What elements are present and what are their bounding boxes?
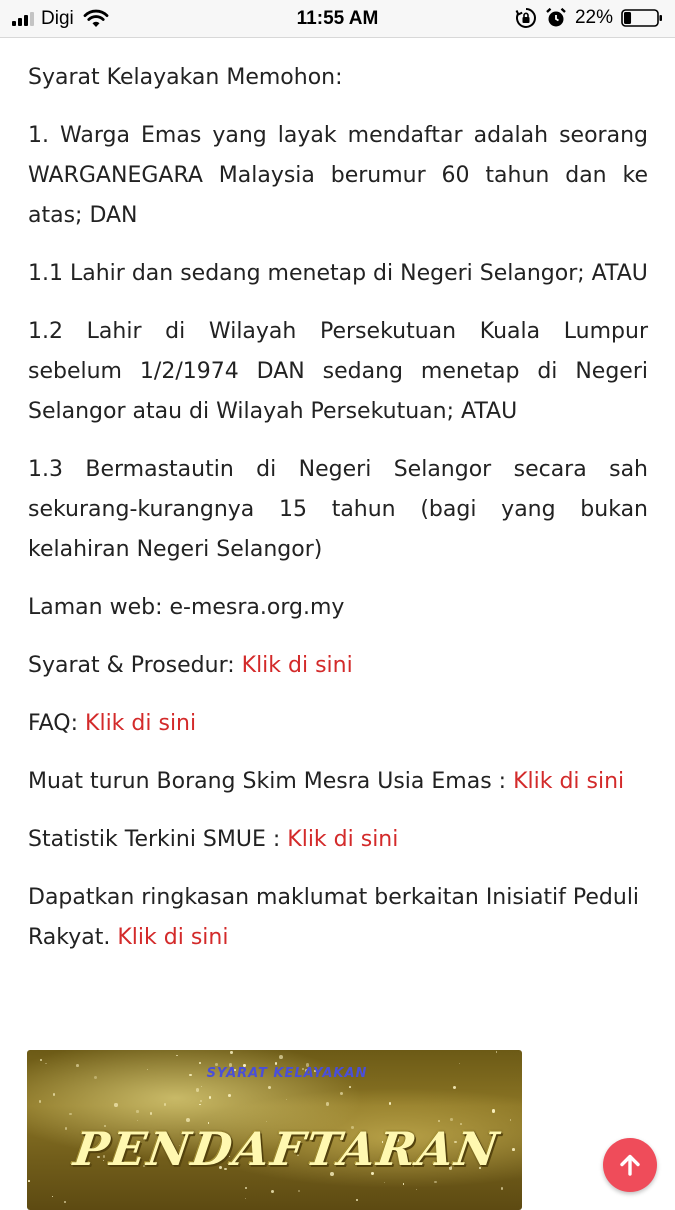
sparkle-dot <box>268 1086 271 1089</box>
sparkle-dot <box>39 1100 42 1103</box>
sparkle-dot <box>209 1096 212 1099</box>
sparkle-dot <box>349 1086 351 1088</box>
sparkle-dot <box>510 1119 512 1121</box>
statistik-line <box>28 820 648 860</box>
sparkle-dot <box>245 1198 246 1199</box>
sparkle-dot <box>279 1055 283 1059</box>
sparkle-dot <box>450 1118 452 1120</box>
alarm-icon <box>545 7 567 29</box>
sparkle-dot <box>501 1187 503 1189</box>
sparkle-dot <box>389 1102 391 1104</box>
borang-download-link[interactable]: Klik di sini <box>513 769 625 794</box>
sparkle-dot <box>64 1201 66 1203</box>
ringkasan-label: Dapatkan ringkasan maklumat berkaitan Inisiatif Peduli Rakyat. <box>28 885 640 950</box>
sparkle-dot <box>416 1189 417 1190</box>
borang-label: Muat turun Borang Skim Mesra Usia Emas : <box>28 769 507 794</box>
sparkle-dot <box>298 1190 300 1192</box>
eligibility-item: 1. Warga Emas yang layak mendaftar adalah seorang WARGANEGARA Malaysia berumur 60 tahun dan ke atas; DAN <box>28 123 648 228</box>
sparkle-dot <box>384 1182 385 1183</box>
faq-label: FAQ: <box>28 711 79 736</box>
sparkle-dot <box>326 1102 330 1106</box>
website-line: Laman web: e-mesra.org.my <box>28 595 345 620</box>
poster-title: PENDAFTARAN <box>70 1122 504 1176</box>
sparkle-dot <box>147 1069 148 1070</box>
battery-percent: 22% <box>574 7 613 28</box>
sparkle-dot <box>286 1099 288 1101</box>
statistik-label: Statistik Terkini SMUE : <box>28 827 281 852</box>
sparkle-dot <box>496 1051 498 1053</box>
syarat-prosedur-link[interactable]: Klik di sini <box>241 653 353 678</box>
carrier-name: Digi <box>41 8 74 29</box>
poster-kicker: SYARAT KELAYAKAN <box>206 1066 368 1081</box>
ringkasan-link[interactable]: Klik di sini <box>117 925 229 950</box>
sparkle-dot <box>492 1109 496 1113</box>
sparkle-dot <box>271 1190 274 1193</box>
status-bar-right <box>515 7 663 29</box>
battery-icon <box>621 8 663 28</box>
sparkle-dot <box>459 1063 460 1064</box>
sparkle-dot <box>275 1062 277 1064</box>
rotation-lock-icon <box>515 7 537 29</box>
sparkle-dot <box>230 1051 232 1053</box>
ringkasan-line <box>28 878 648 958</box>
sparkle-dot <box>200 1100 202 1102</box>
syarat-prosedur-label: Syarat & Prosedur: <box>28 653 235 678</box>
sparkle-dot <box>453 1086 456 1089</box>
sparkle-dot <box>356 1199 358 1201</box>
sparkle-dot <box>340 1092 343 1095</box>
sparkle-dot <box>196 1088 200 1092</box>
article-content <box>28 58 648 976</box>
sparkle-dot <box>114 1103 117 1106</box>
sparkle-dot <box>512 1148 515 1151</box>
statistik-link[interactable]: Klik di sini <box>287 827 399 852</box>
scroll-to-top-button[interactable] <box>603 1138 657 1192</box>
sparkle-dot <box>228 1094 231 1097</box>
sparkle-dot <box>199 1104 200 1105</box>
eligibility-item: 1.1 Lahir dan sedang menetap di Negeri Selangor; ATAU <box>28 261 648 286</box>
sparkle-dot <box>176 1055 178 1057</box>
sparkle-dot <box>199 1062 201 1064</box>
sparkle-dot <box>245 1187 248 1190</box>
sparkle-dot <box>40 1059 42 1061</box>
sparkle-dot <box>403 1183 405 1185</box>
arrow-up-icon <box>617 1152 643 1178</box>
sparkle-dot <box>434 1181 437 1184</box>
syarat-prosedur-line <box>28 646 648 686</box>
sparkle-dot <box>150 1112 152 1114</box>
faq-line <box>28 704 648 744</box>
registration-poster-image <box>27 1050 522 1210</box>
sparkle-dot <box>76 1064 79 1067</box>
sparkle-dot <box>53 1093 55 1095</box>
sparkle-dot <box>69 1113 72 1116</box>
sparkle-dot <box>28 1180 30 1182</box>
status-bar <box>0 0 675 38</box>
sparkle-dot <box>94 1076 97 1079</box>
borang-line <box>28 762 648 802</box>
sparkle-dot <box>164 1103 167 1106</box>
eligibility-item: 1.2 Lahir di Wilayah Persekutuan Kuala Lumpur sebelum 1/2/1974 DAN sedang menetap di Negeri Selangor atau di Wilayah Persekutuan; ATAU <box>28 319 648 424</box>
sparkle-dot <box>201 1086 202 1087</box>
sparkle-dot <box>137 1120 138 1121</box>
status-time: 11:55 AM <box>296 8 379 29</box>
sparkle-dot <box>136 1110 138 1112</box>
eligibility-item: 1.3 Bermastautin di Negeri Selangor secara sah sekurang-kurangnya 15 tahun (bagi yang bukan kelahiran Negeri Selangor) <box>28 457 648 562</box>
sparkle-dot <box>52 1196 54 1198</box>
sparkle-dot <box>45 1063 47 1065</box>
sparkle-dot <box>65 1127 68 1130</box>
section-heading: Syarat Kelayakan Memohon: <box>28 65 343 90</box>
faq-link[interactable]: Klik di sini <box>85 711 197 736</box>
